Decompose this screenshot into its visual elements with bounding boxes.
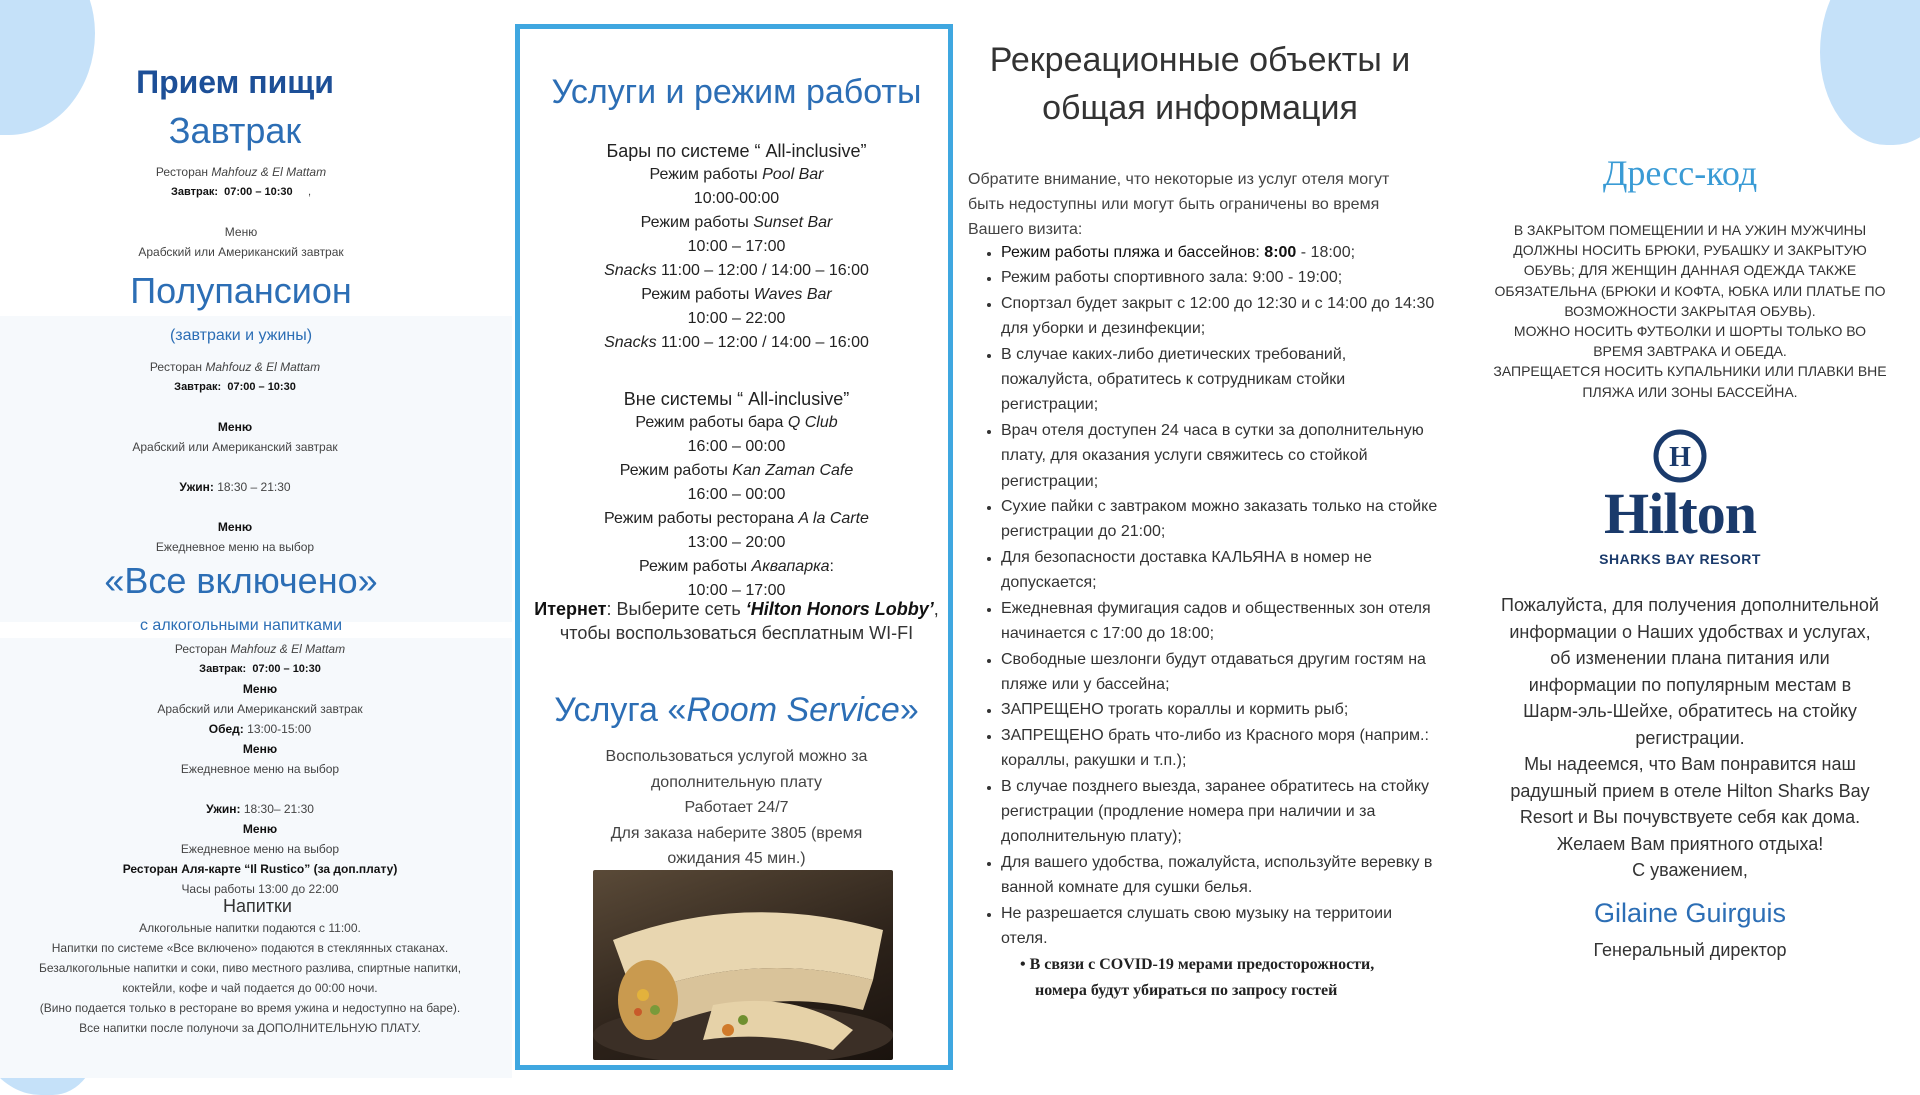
halfboard-block [0, 357, 470, 557]
allinclusive-subtitle: с алкогольными напитками [139, 617, 343, 634]
venue-name: Аквапарка [751, 558, 830, 575]
signature-title: Генеральный директор [1593, 940, 1787, 960]
drinks-line: Все напитки после полуночи за ДОПОЛНИТЕЛЬНУЮ ПЛАТУ. [79, 1021, 421, 1035]
venue-hours: 10:00-00:00 [693, 190, 780, 207]
room-service-line: ожидания 45 мин.) [667, 850, 806, 867]
wifi-network-name: ‘Hilton Honors Lobby’ [745, 599, 934, 619]
hours-label: Режим работы [619, 462, 733, 479]
breakfast-block [0, 162, 482, 262]
restaurant-name: Mahfouz & El Mattam [211, 165, 327, 179]
intro-line: быть недоступны или могут быть ограничены во время [968, 196, 1380, 213]
dress-code-line: ОБУВЬ; ДЛЯ ЖЕНЩИН ДАННАЯ ОДЕЖДА ТАКЖЕ [1523, 262, 1857, 279]
halfboard-subtitle: (завтраки и ужины) [169, 327, 313, 344]
dress-code-line: ЗАПРЕЩАЕТСЯ НОСИТЬ КУПАЛЬНИКИ ИЛИ ПЛАВКИ ВНЕ [1493, 363, 1887, 380]
alacarte-hours: Часы работы 13:00 до 22:00 [181, 882, 339, 896]
meals-panel [0, 0, 512, 1080]
rule-item: • Для вашего удобства, пожалуйста, используйте веревку в ванной комнате для сушки белья. [1001, 850, 1441, 901]
wrap-illustration [593, 870, 893, 1060]
snacks-label: Snacks [604, 262, 657, 279]
info-intro [968, 167, 1448, 242]
internet-text: : Выберите сеть [606, 599, 746, 619]
venue-name: Pool Bar [762, 166, 824, 183]
dress-code-title: Дресс-код [1602, 153, 1758, 193]
venue-name: Kan Zaman Cafe [732, 462, 854, 479]
rules-list [968, 240, 1441, 951]
rule-item: • Для безопасности доставка КАЛЬЯНА в номер не допускается; [1001, 545, 1441, 596]
dress-code-line: ДОЛЖНЫ НОСИТЬ БРЮКИ, РУБАШКУ И ЗАКРЫТУЮ [1513, 242, 1867, 259]
room-service-info [520, 744, 953, 872]
venue-name: Q Club [787, 414, 838, 431]
restaurant-name: Mahfouz & El Mattam [230, 642, 346, 656]
contact-info-line: С уважением, [1632, 860, 1748, 880]
hours-label: Режим работы ресторана [604, 510, 799, 527]
restaurant-label: Ресторан [174, 642, 231, 656]
room-service-line: Работает 24/7 [684, 799, 789, 816]
breakfast-time-value: 07:00 – 10:30 [224, 186, 293, 198]
rule-item: • ЗАПРЕЩЕНО брать что-либо из Красного моря (наприм.: кораллы, ракушки и т.п.); [1001, 723, 1441, 774]
venue-hours: 10:00 – 22:00 [687, 310, 786, 327]
menu-desc: Ежедневное меню на выбор [180, 842, 340, 856]
menu-label: Меню [217, 420, 253, 434]
rule-item: • Ежедневная фумигация садов и общественных зон отеля начинается с 17:00 до 18:00; [1001, 596, 1441, 647]
dinner-time-value: 18:30– 21:30 [243, 802, 314, 816]
menu-label: Меню [242, 742, 278, 756]
dress-code-line: В ЗАКРЫТОМ ПОМЕЩЕНИИ И НА УЖИН МУЖЧИНЫ [1513, 222, 1867, 238]
hilton-wordmark: Hilton [1604, 481, 1756, 546]
menu-label: Меню [224, 225, 258, 239]
venue-hours: 10:00 – 17:00 [687, 582, 786, 599]
rule-item: • Врач отеля доступен 24 часа в сутки за дополнительную плату, для оказания услуги свяжитесь со стойкой регистрации; [1001, 418, 1441, 494]
halfboard-title: Полупансион [130, 270, 352, 311]
bars-block [520, 139, 953, 355]
rule-item: • В случае позднего выезда, заранее обратитесь на стойку регистрации (продление номера при наличии и за дополнительную плату); [1001, 774, 1441, 850]
drinks-line: (Вино подается только в ресторане во время ужина и недоступно на баре). [39, 1001, 461, 1015]
rule-item: • Режим работы пляжа и бассейнов: 8:00 - 18:00; [1001, 240, 1441, 265]
contact-info-line: Шарм-эль-Шейхе, обратитесь на стойку [1523, 701, 1857, 721]
hilton-logo [1600, 428, 1760, 568]
breakfast-time-label: Завтрак: [199, 663, 247, 675]
lunch-time-value: 13:00-15:00 [247, 722, 312, 736]
contact-info-line: радушный прием в отеле Hilton Sharks Bay [1510, 780, 1870, 801]
drinks-line: Алкогольные напитки подаются с 11:00. [139, 921, 361, 935]
menu-desc: Арабский или Американский завтрак [132, 440, 338, 454]
food-photo [593, 870, 893, 1060]
contact-info-line: Желаем Вам приятного отдыха! [1556, 833, 1824, 854]
internet-text: чтобы воспользоваться бесплатным WI-FI [559, 623, 914, 643]
rule-item: • ЗАПРЕЩЕНО трогать кораллы и кормить рыб; [1001, 697, 1441, 722]
snacks-hours: 11:00 – 12:00 / 14:00 – 16:00 [656, 262, 869, 279]
menu-desc: Ежедневное меню на выбор [155, 540, 315, 554]
contact-info-line: информации о Наших удобствах и услугах, [1509, 621, 1871, 642]
allinclusive-title: «Все включено» [104, 560, 378, 601]
breakfast-time-value: 07:00 – 10:30 [227, 381, 296, 393]
covid-line: номера будут убираться по запросу гостей [1035, 982, 1338, 999]
menu-desc: Арабский или Американский завтрак [157, 702, 363, 716]
contact-info-line: Пожалуйста, для получения дополнительной [1501, 595, 1879, 615]
menu-label: Меню [242, 822, 278, 836]
title-prefix: Услуга « [554, 691, 687, 729]
services-title: Услуги и режим работы [551, 73, 922, 111]
intro-line: Вашего визита: [968, 221, 1083, 238]
info-title-line: общая информация [1042, 89, 1358, 127]
venue-name: Sunset Bar [753, 214, 833, 231]
venue-name: A la Carte [798, 510, 869, 527]
venue-hours: 16:00 – 00:00 [687, 486, 786, 503]
snacks-hours: 11:00 – 12:00 / 14:00 – 16:00 [656, 334, 869, 351]
allinclusive-block [0, 639, 520, 899]
dress-code-text [1460, 220, 1920, 402]
drinks-list [0, 918, 500, 1038]
drinks-line: коктейли, кофе и чай подается до 00:00 ночи. [122, 981, 378, 995]
punctuation: , [307, 186, 311, 198]
hours-label: Режим работы [649, 166, 763, 183]
snacks-label: Snacks [604, 334, 657, 351]
internet-block [520, 597, 953, 645]
dinner-time-value: 18:30 – 21:30 [217, 480, 291, 494]
room-service-line: Воспользоваться услугой можно за [605, 748, 868, 765]
info-title [960, 36, 1440, 132]
rule-item: • Режим работы спортивного зала: 9:00 - 19:00; [1001, 265, 1441, 290]
punctuation: , [933, 599, 939, 619]
punctuation: : [829, 558, 834, 575]
breakfast-title: Завтрак [168, 110, 302, 151]
rule-item: • Спортзал будет закрыт с 12:00 до 12:30 и с 14:00 до 14:30 для уборки и дезинфекции; [1001, 291, 1441, 342]
hours-label: Режим работы [640, 214, 754, 231]
drinks-title: Напитки [223, 896, 292, 916]
room-service-line: Для заказа наберите 3805 (время [610, 824, 863, 842]
venue-hours: 13:00 – 20:00 [687, 534, 786, 551]
contact-info-line: информации по популярным местам в [1528, 674, 1852, 695]
title-name: Room Service [686, 691, 900, 729]
covid-notice: • В связи с COVID-19 мерами предосторожности, номера будут убираться по запросу гостей [1020, 952, 1440, 1004]
services-panel [515, 24, 953, 1070]
dinner-time-label: Ужин: [179, 480, 214, 494]
alacarte-restaurant: Ресторан Аля-карте “Il Rustico” (за доп.плату) [122, 862, 398, 876]
room-service-line: дополнительную плату [650, 773, 823, 791]
info-title-line: Рекреационные объекты и [989, 41, 1411, 79]
lunch-time-label: Обед: [208, 722, 244, 736]
restaurant-name: Mahfouz & El Mattam [205, 360, 321, 374]
covid-line: В связи с COVID-19 мерами предосторожности, [1029, 956, 1375, 973]
dinner-time-label: Ужин: [206, 802, 241, 816]
non-allinclusive-title: Вне системы “ All-inclusive” [623, 389, 850, 409]
rule-item: • Сухие пайки с завтраком можно заказать только на стойке регистрации до 21:00; [1001, 494, 1441, 545]
decor-blob-top-right [1820, 0, 1920, 145]
venue-hours: 10:00 – 17:00 [687, 238, 786, 255]
contact-info-line: об изменении плана питания или [1550, 648, 1830, 668]
contact-info-line: Мы надеемся, что Вам понравится наш [1524, 754, 1856, 774]
contact-info-line: Resort и Вы почувствуете себя как дома. [1519, 807, 1861, 827]
hours-label: Режим работы [638, 558, 752, 575]
signature-name: Gilaine Guirguis [1593, 898, 1787, 928]
dress-code-line: ВОЗМОЖНОСТИ ЗАКРЫТАЯ ОБУВЬ). [1564, 302, 1816, 319]
hilton-subtitle: SHARKS BAY RESORT [1599, 551, 1761, 567]
venue-name: Waves Bar [753, 286, 832, 303]
menu-desc: Ежедневное меню на выбор [180, 762, 340, 776]
hours-label: Режим работы бара [635, 414, 788, 431]
drinks-line: Безалкогольные напитки и соки, пиво местного разлива, спиртные напитки, [38, 961, 462, 975]
menu-label: Меню [217, 520, 253, 534]
bars-title: Бары по системе “ All-inclusive” [606, 141, 867, 161]
rule-item: • Не разрешается слушать свою музыку на территоии отеля. [1001, 901, 1441, 952]
dress-code-line: ОБЯЗАТЕЛЬНА (БРЮКИ И КОФТА, ЮБКА ИЛИ ПЛАТЬЕ ПО [1494, 282, 1886, 299]
dress-code-line: ПЛЯЖА ИЛИ ЗОНЫ БАССЕЙНА. [1582, 383, 1798, 400]
non-allinclusive-block [520, 387, 953, 603]
dress-code-line: МОЖНО НОСИТЬ ФУТБОЛКИ И ШОРТЫ ТОЛЬКО ВО [1513, 323, 1867, 340]
restaurant-label: Ресторан [149, 360, 206, 374]
breakfast-time-value: 07:00 – 10:30 [252, 663, 321, 675]
internet-label: Итернет [534, 599, 607, 619]
menu-desc: Арабский или Американский завтрак [138, 245, 344, 259]
restaurant-label: Ресторан [155, 165, 212, 179]
venue-hours: 16:00 – 00:00 [687, 438, 786, 455]
drinks-line: Напитки по системе «Все включено» подаются в стеклянных стаканах. [51, 941, 449, 955]
title-suffix: » [899, 691, 919, 729]
dress-code-line: ВРЕМЯ ЗАВТРАКА И ОБЕДА. [1593, 343, 1787, 360]
room-service-title [520, 691, 953, 730]
breakfast-time-label: Завтрак: [171, 186, 219, 198]
hours-label: Режим работы [641, 286, 754, 303]
svg-text:H: H [1669, 442, 1691, 473]
menu-label: Меню [242, 682, 278, 696]
rule-item: • Свободные шезлонги будут отдаваться другим гостям на пляже или у бассейна; [1001, 647, 1441, 698]
contact-info-line: регистрации. [1635, 727, 1745, 748]
meals-heading: Прием пищи [136, 64, 334, 100]
rule-item: • В случае каких-либо диетических требований, пожалуйста, обратитесь к сотрудникам стойки регистрации; [1001, 342, 1441, 418]
breakfast-time-label: Завтрак: [174, 381, 222, 393]
intro-line: Обратите внимание, что некоторые из услуг отеля могут [968, 171, 1390, 188]
contact-info [1460, 592, 1920, 884]
